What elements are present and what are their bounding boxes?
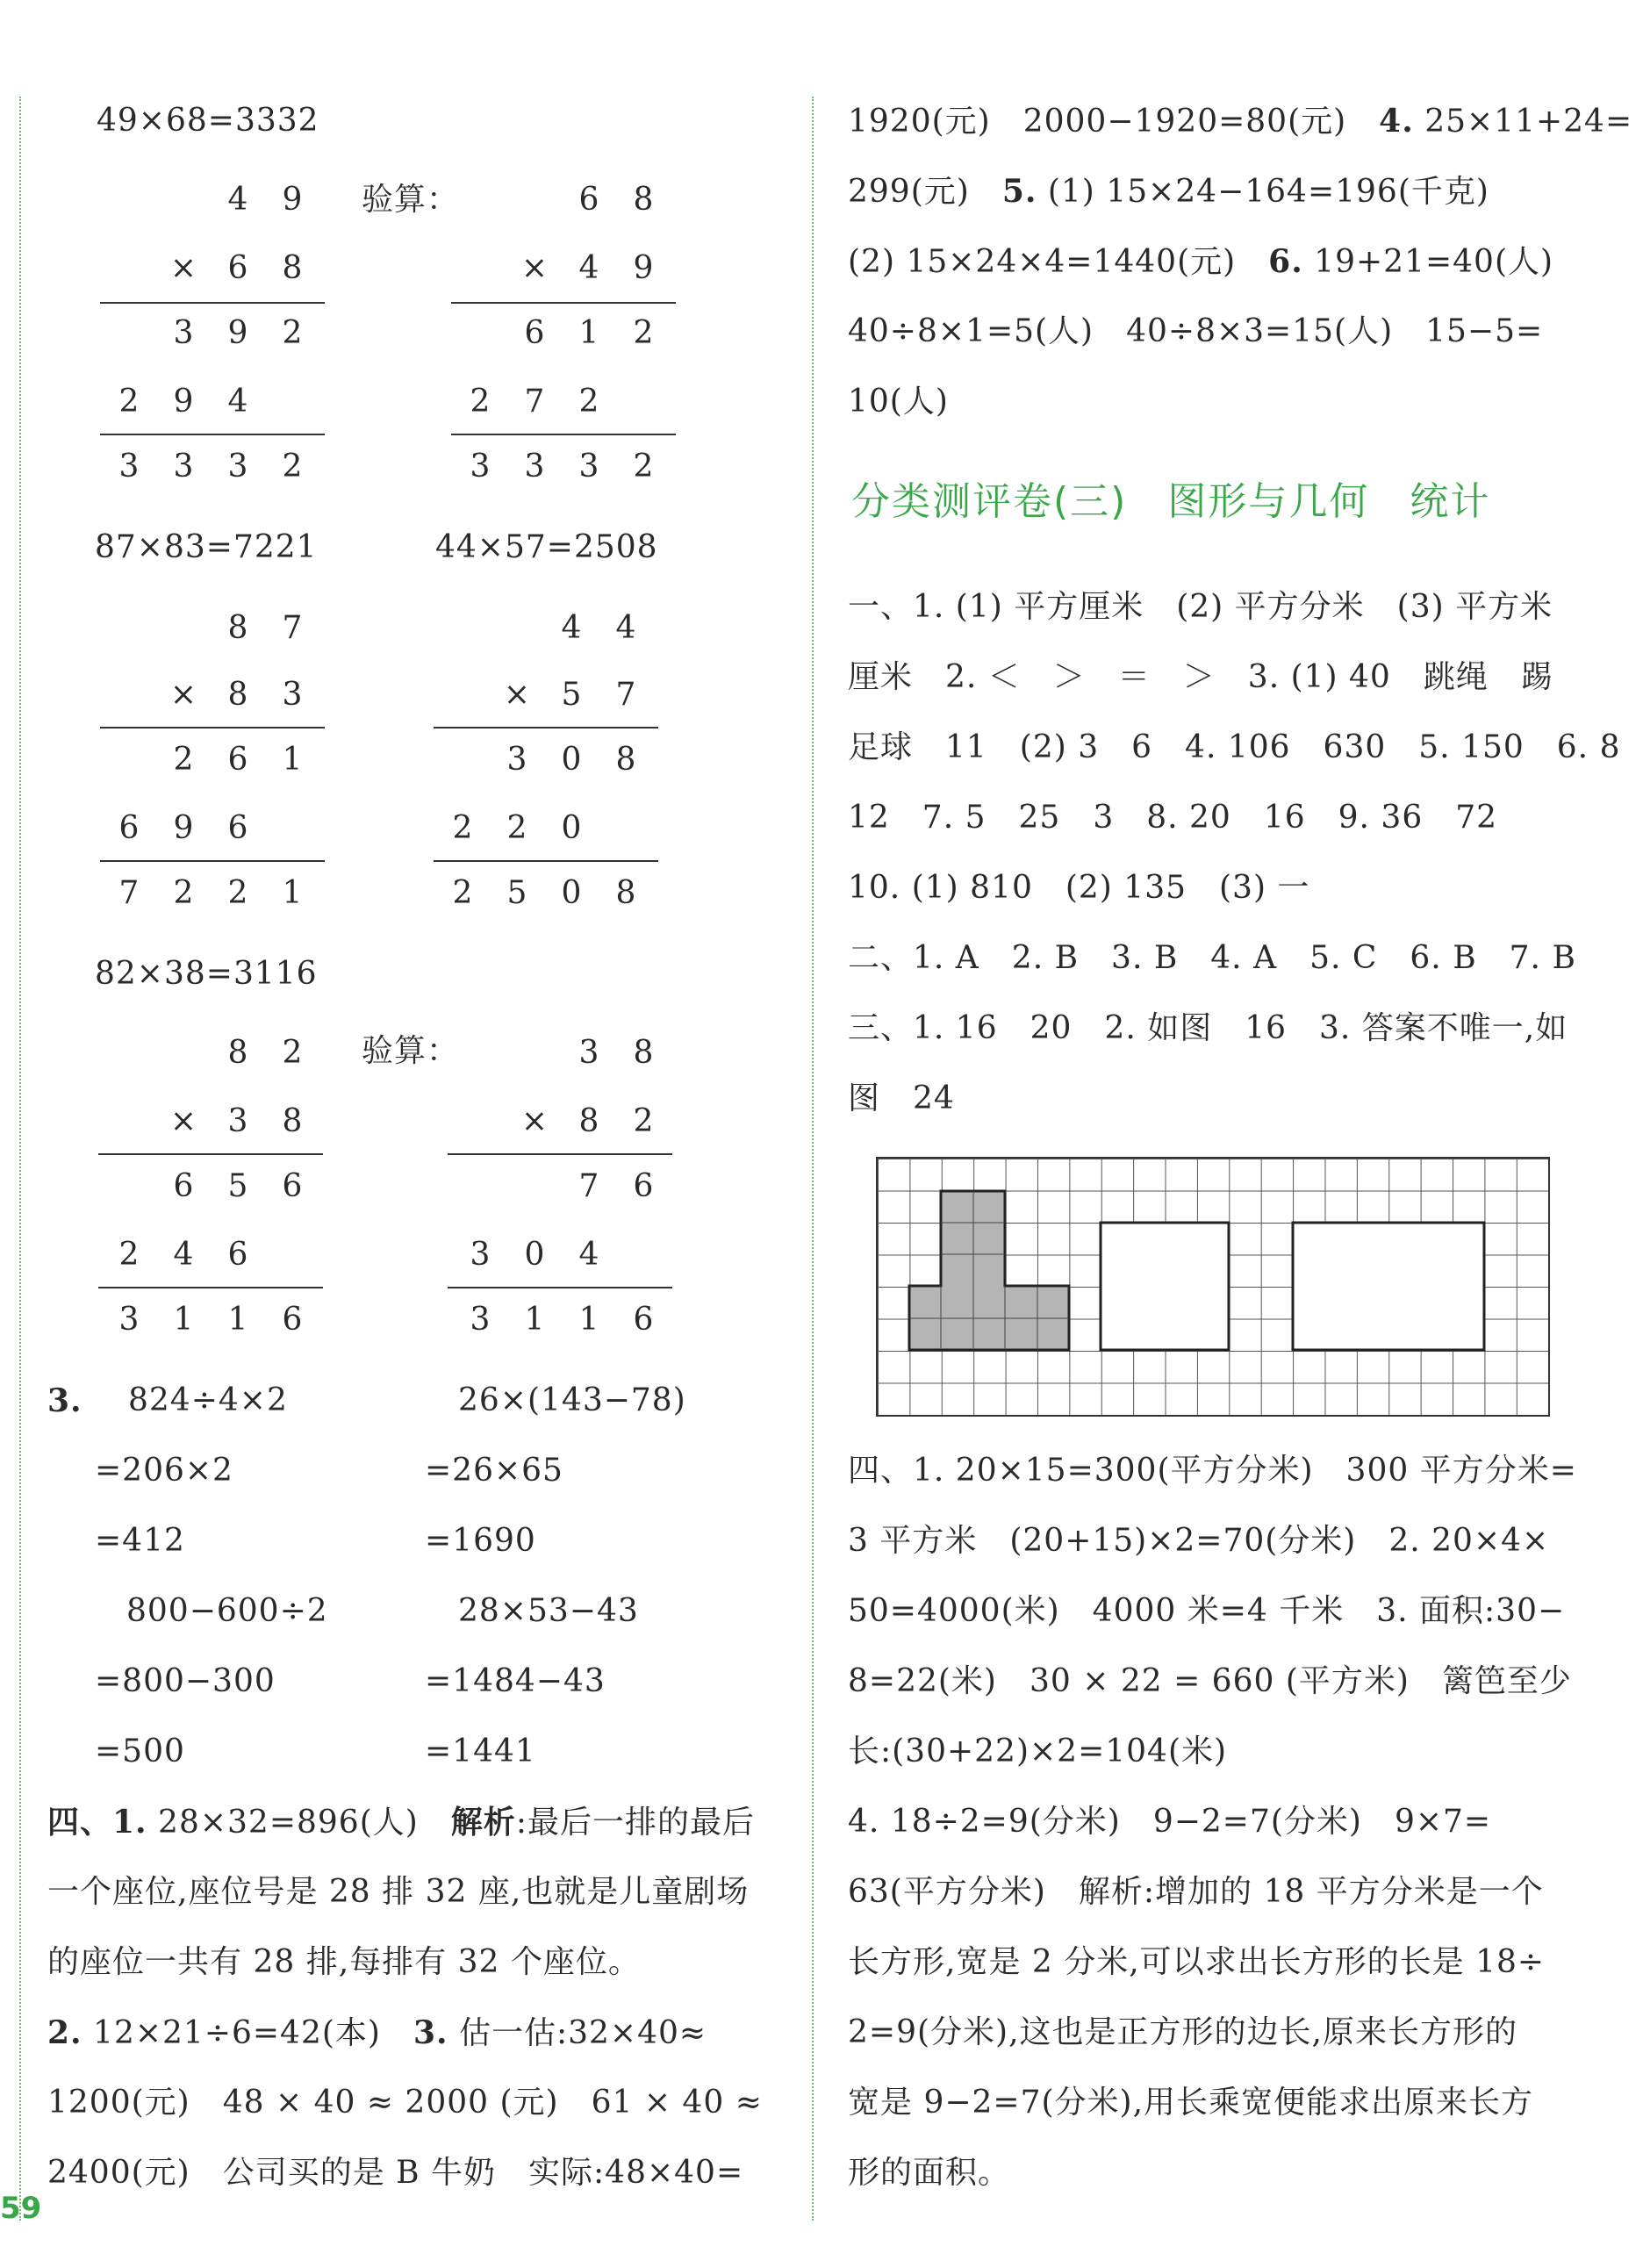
answer-line-q7: 63(平方分米) 解析:增加的 18 平方分米是一个	[848, 1874, 1544, 1910]
right-line1: 1920(元) 2000−1920=80(元) 4. 25×11+24=	[848, 103, 1633, 140]
answer-line-p3: 足球 11 (2) 3 6 4. 106 630 5. 150 6. 8	[848, 729, 1621, 765]
answer-line-q5: 长:(30+22)×2=104(米)	[848, 1733, 1228, 1769]
answer-line-p4: 12 7. 5 25 3 8. 20 16 9. 36 72	[848, 800, 1498, 836]
answer-line-q6: 4. 18÷2=9(分米) 9−2=7(分米) 9×7=	[848, 1804, 1492, 1840]
answer-line-q2: 3 平方米 (20+15)×2=70(分米) 2. 20×4×	[848, 1523, 1550, 1559]
rectangle-middle	[1101, 1223, 1229, 1350]
q3-d1: 28×53−43	[458, 1593, 639, 1629]
section4-line5: 1200(元) 48 × 40 ≈ 2000 (元) 61 × 40 ≈	[47, 2085, 763, 2121]
q3-d2: =1484−43	[425, 1663, 606, 1699]
section-heading: 分类测评卷(三) 图形与几何 统计	[851, 479, 1491, 524]
answer-line-p2: 厘米 2. ＜ ＞ ＝ ＞ 3. (1) 40 跳绳 踢	[848, 659, 1553, 695]
equation-44x57: 44×57=2508	[435, 529, 658, 565]
left-margin-guide	[19, 97, 21, 2221]
q3-b2: =26×65	[425, 1453, 563, 1489]
section4-line2: 一个座位,座位号是 28 排 32 座,也就是儿童剧场	[47, 1874, 750, 1910]
answer-line-p8: 图 24	[848, 1080, 955, 1116]
q3-c2: =800−300	[95, 1663, 276, 1699]
answer-line-q8: 长方形,宽是 2 分米,可以求出长方形的长是 18÷	[848, 1944, 1546, 1980]
section4-line1: 四、1. 28×32=896(人) 解析:最后一排的最后	[47, 1804, 755, 1841]
answer-line-q11: 形的面积。	[848, 2155, 1011, 2191]
equation-87x83: 87×83=7221	[95, 529, 318, 565]
answer-line-q3: 50=4000(米) 4000 米=4 千米 3. 面积:30−	[848, 1593, 1566, 1629]
q3-b3: =1690	[425, 1523, 536, 1559]
answer-line-q9: 2=9(分米),这也是正方形的边长,原来长方形的	[848, 2014, 1517, 2050]
right-line5: 10(人)	[848, 384, 949, 420]
q3-c3: =500	[95, 1733, 185, 1769]
column-divider	[812, 97, 814, 2221]
q3-a2: =206×2	[95, 1453, 233, 1489]
equation-82x38: 82×38=3116	[95, 956, 318, 992]
q3-c1: 800−600÷2	[126, 1593, 328, 1629]
answer-line-q4: 8=22(米) 30 × 22 = 660 (平方米) 篱笆至少	[848, 1663, 1572, 1699]
right-line3: (2) 15×24×4=1440(元) 6. 19+21=40(人)	[848, 243, 1554, 280]
q3-d3: =1441	[425, 1733, 536, 1769]
answer-line-p7: 三、1. 16 20 2. 如图 16 3. 答案不唯一,如	[848, 1010, 1568, 1046]
section4-line3: 的座位一共有 28 排,每排有 32 个座位。	[47, 1944, 641, 1980]
answer-line-p6: 二、1. A 2. B 3. B 4. A 5. C 6. B 7. B	[848, 940, 1576, 976]
answer-line-q10: 宽是 9−2=7(分米),用长乘宽便能求出原来长方	[848, 2085, 1534, 2121]
section4-line6: 2400(元) 公司买的是 B 牛奶 实际:48×40=	[47, 2155, 744, 2191]
grid-shapes	[878, 1159, 1548, 1415]
q3-b1: 26×(143−78)	[458, 1382, 686, 1418]
right-line2: 299(元) 5. (1) 15×24−164=196(千克)	[848, 173, 1489, 210]
q3-a3: =412	[95, 1523, 185, 1559]
check-label: 验算：	[362, 182, 460, 218]
answer-line-p5: 10. (1) 810 (2) 135 (3) 一	[848, 870, 1310, 906]
rectangle-right	[1293, 1223, 1484, 1350]
answer-line-p1: 一、1. (1) 平方厘米 (2) 平方分米 (3) 平方米	[848, 589, 1553, 625]
equation-49x68: 49×68=3332	[97, 103, 319, 139]
q3-a1: 824÷4×2	[128, 1382, 288, 1418]
check-label-2: 验算：	[362, 1033, 460, 1069]
page-number: 59	[0, 2191, 42, 2226]
answer-line-q1: 四、1. 20×15=300(平方分米) 300 平方分米=	[848, 1453, 1577, 1489]
right-line4: 40÷8×1=5(人) 40÷8×3=15(人) 15−5=	[848, 313, 1544, 349]
shaded-t-shape	[909, 1191, 1069, 1350]
section4-line4: 2. 12×21÷6=42(本) 3. 估一估:32×40≈	[47, 2014, 707, 2051]
q3-number: 3.	[47, 1382, 83, 1419]
